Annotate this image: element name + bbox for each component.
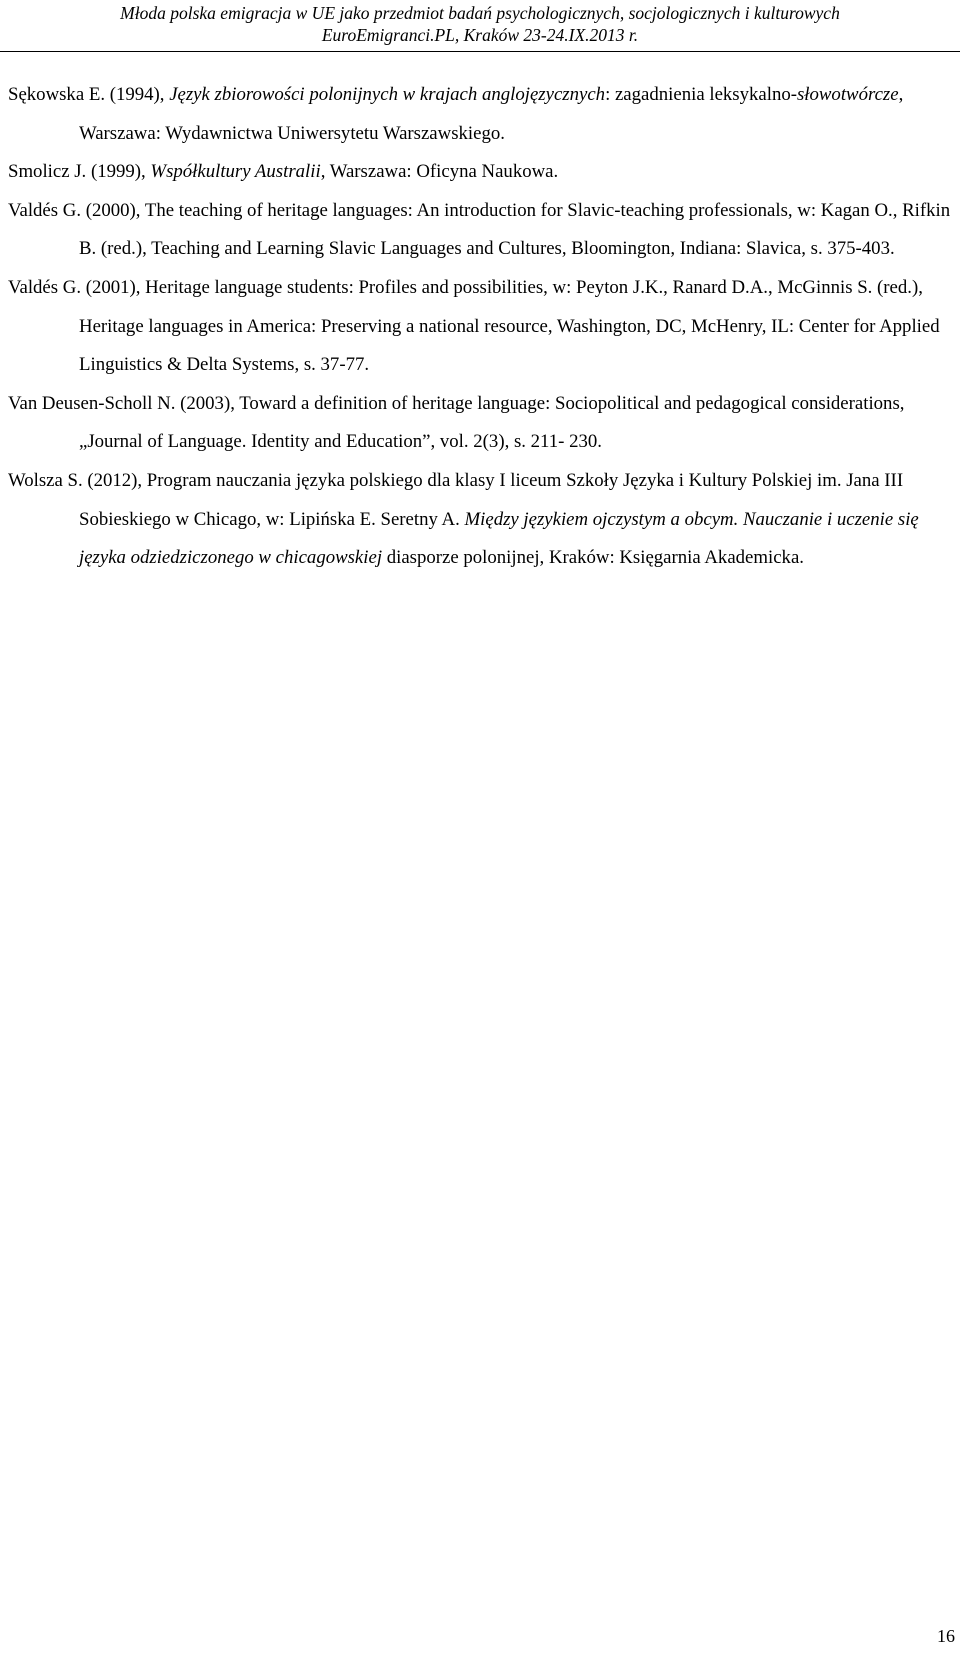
reference-text: Smolicz J. (1999), [8, 161, 151, 183]
reference-item-valdes-2000 [8, 192, 952, 269]
reference-text: Sękowska E. (1994), [8, 84, 170, 105]
page-number: 16 [937, 1626, 955, 1646]
reference-item-van-deusen-scholl [8, 385, 952, 462]
reference-text: Wolsza S. (2012), Program nauczania języka polskiego dla klasy I liceum Szkoły Języka i Kultury Polskiej im. Jana III Sobieskiego w Chicago, w: Lipińska E. Seretny A. [8, 469, 904, 530]
reference-item-valdes-2001 [8, 269, 952, 385]
reference-text: diasporze polonijnej, Kraków: Księgarnia Akademicka. [382, 547, 804, 569]
running-header [0, 0, 960, 46]
reference-text: Valdés G. (2000), The teaching of heritage languages: An introduction for Slavic-teaching professionals, w: Kagan O., Rifkin B. (red.), Teaching and Learning Slavic Languages and Cultures, Bloomington, Indiana: Slavica, s. 375-403. [8, 199, 951, 260]
reference-item-sekowska [8, 76, 952, 153]
header-line-1: Młoda polska emigracja w UE jako przedmiot badań psychologicznych, socjologicznych i kulturowych [120, 3, 840, 23]
reference-text: Valdés G. (2001), Heritage language students: Profiles and possibilities, w: Peyton J.K., Ranard D.A., McGinnis S. (red.), Heritage languages in America: Preserving a national resource, Washington, DC, McHenry, IL: Center for Applied Linguistics & Delta Systems, s. 37-77. [8, 276, 940, 376]
reference-item-smolicz [8, 153, 952, 192]
reference-title: Między językiem ojczystym a obcym. Nauczanie i uczenie się języka odziedziczonego w chicagowskiej [79, 508, 919, 569]
header-divider [0, 51, 960, 52]
reference-text: , Warszawa: Wydawnictwa Uniwersytetu Warszawskiego. [79, 84, 904, 144]
reference-title: Współkultury Australii [150, 161, 321, 183]
header-line-2: EuroEmigranci.PL, Kraków 23-24.IX.2013 r. [321, 25, 639, 45]
reference-title: słowotwórcze [796, 84, 899, 105]
reference-text: Van Deusen-Scholl N. (2003), Toward a definition of heritage language: Sociopolitical and pedagogical considerations, „Journal of Language. Identity and Education”, vol. 2(3), s. 211- 230. [8, 392, 905, 453]
reference-title: Język zbiorowości polonijnych w krajach anglojęzycznych [169, 84, 606, 105]
reference-list [8, 76, 952, 578]
reference-text: , Warszawa: Oficyna Naukowa. [320, 161, 559, 183]
reference-text: : zagadnienia leksykalno- [605, 84, 797, 105]
reference-item-wolsza [8, 462, 952, 578]
